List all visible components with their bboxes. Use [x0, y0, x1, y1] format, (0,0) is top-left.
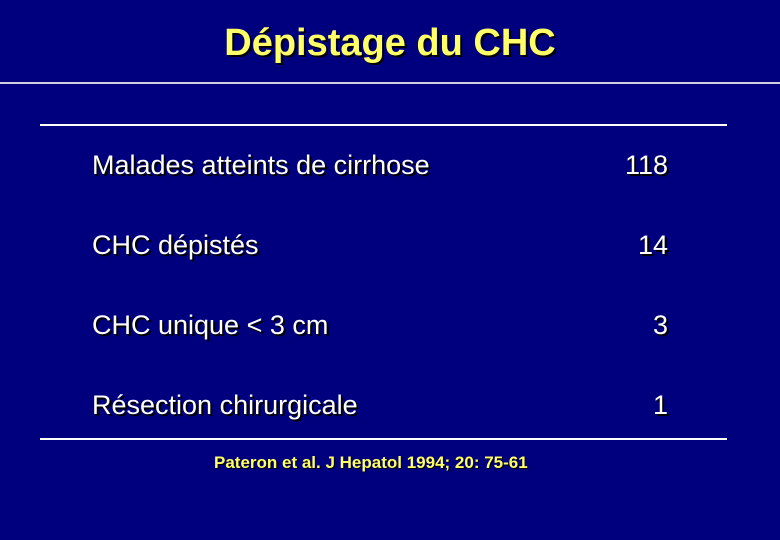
- table-row: [0, 230, 780, 270]
- row-label: CHC dépistés: [92, 230, 259, 260]
- row-value: 14: [637, 230, 668, 260]
- table-row: [0, 390, 780, 430]
- row-label: Résection chirurgicale: [92, 390, 358, 420]
- row-label: CHC unique < 3 cm: [92, 310, 329, 340]
- row-label: Malades atteints de cirrhose: [92, 150, 430, 180]
- table-row: [0, 150, 780, 190]
- table-bottom-rule: [40, 438, 727, 440]
- slide-title: Dépistage du CHC: [224, 22, 556, 64]
- row-value: 118: [624, 150, 668, 180]
- title-divider: [0, 82, 780, 84]
- row-value: 3: [652, 310, 668, 340]
- table-top-rule: [40, 124, 727, 126]
- row-value: 1: [652, 390, 668, 420]
- table-row: [0, 310, 780, 350]
- citation: Pateron et al. J Hepatol 1994; 20: 75-61: [214, 453, 528, 472]
